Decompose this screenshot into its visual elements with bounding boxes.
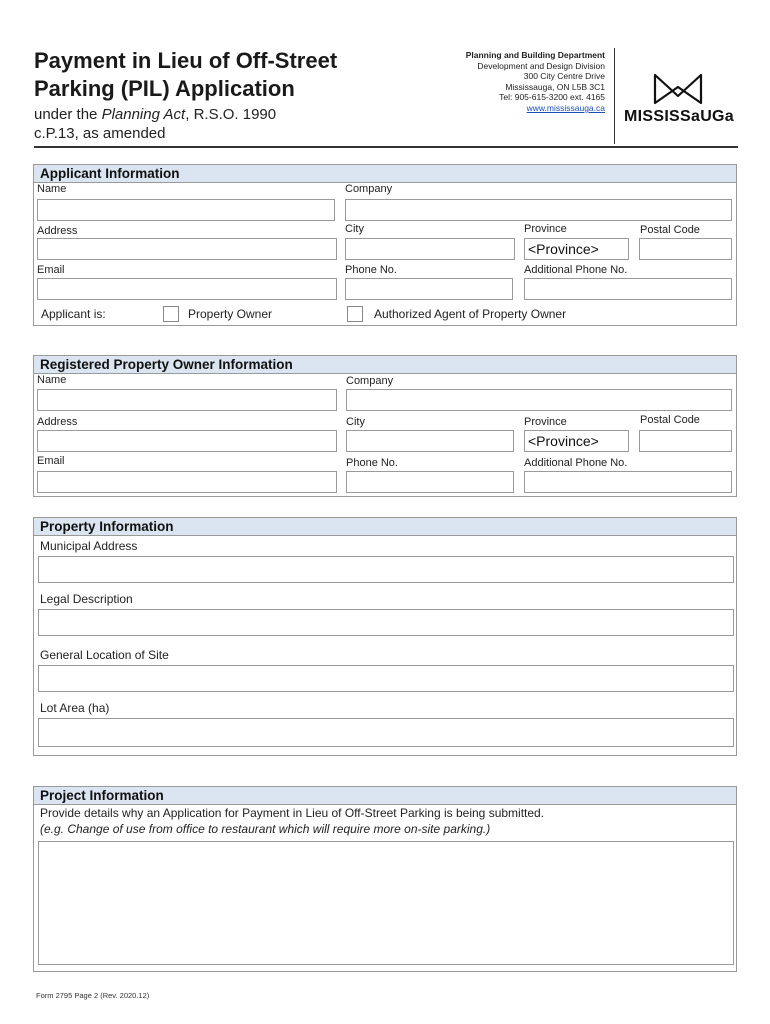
department-info	[405, 50, 605, 114]
form-footer: Form 2795 Page 2 (Rev. 2020.12)	[36, 991, 150, 1000]
property-owner-label: Property Owner	[188, 307, 273, 321]
owner-province-select[interactable]: <Province>	[524, 430, 629, 452]
owner-company-field[interactable]	[346, 389, 732, 411]
applicant-name-label: Name	[37, 183, 67, 195]
street-address: 300 City Centre Drive	[523, 71, 605, 82]
applicant-email-label: Email	[37, 264, 65, 276]
city-line: Mississauga, ON L5B 3C1	[505, 81, 605, 92]
mississauga-logo-icon	[652, 72, 704, 106]
owner-email-label: Email	[37, 455, 65, 467]
authorized-agent-checkbox[interactable]	[347, 306, 363, 322]
subtitle	[34, 105, 354, 143]
subtitle-italic: Planning Act	[101, 106, 186, 123]
title-line-1: Payment in Lieu of Off-Street	[34, 48, 338, 73]
project-heading: Project Information	[34, 787, 736, 805]
applicant-heading: Applicant Information	[34, 165, 736, 183]
header-divider	[614, 48, 615, 144]
owner-additional-phone-label: Additional Phone No.	[524, 457, 628, 469]
applicant-phone-field[interactable]	[345, 278, 513, 300]
owner-city-label: City	[346, 416, 365, 428]
project-example: (e.g. Change of use from office to restaurant which will require more on-site parking.)	[40, 822, 491, 836]
owner-email-field[interactable]	[37, 471, 337, 493]
general-location-label: General Location of Site	[40, 648, 169, 662]
subtitle-line-2: c.P.13, as amended	[34, 125, 166, 142]
owner-name-label: Name	[37, 374, 67, 386]
project-prompt: Provide details why an Application for Payment in Lieu of Off-Street Parking is being submitted.	[40, 806, 545, 820]
applicant-address-field[interactable]	[37, 238, 337, 260]
owner-phone-label: Phone No.	[346, 457, 398, 469]
property-section	[33, 517, 737, 756]
applicant-company-field[interactable]	[345, 199, 732, 221]
applicant-name-field[interactable]	[37, 199, 335, 221]
applicant-company-label: Company	[345, 183, 393, 195]
owner-phone-field[interactable]	[346, 471, 514, 493]
owner-additional-phone-field[interactable]	[524, 471, 732, 493]
applicant-city-label: City	[345, 223, 364, 235]
page-title	[34, 47, 414, 103]
municipal-address-field[interactable]	[38, 556, 734, 583]
lot-area-field[interactable]	[38, 718, 734, 747]
owner-section	[33, 355, 737, 497]
logo-wordmark: MISSISSaUGa	[624, 108, 735, 125]
division-name: Development and Design Division	[477, 60, 605, 71]
subtitle-post: , R.S.O. 1990	[185, 106, 277, 123]
subtitle-pre: under the	[34, 106, 102, 123]
legal-description-field[interactable]	[38, 609, 734, 636]
property-owner-checkbox[interactable]	[163, 306, 179, 322]
authorized-agent-label: Authorized Agent of Property Owner	[374, 307, 567, 321]
owner-address-field[interactable]	[37, 430, 337, 452]
applicant-postal-field[interactable]	[639, 238, 732, 260]
property-heading: Property Information	[34, 518, 736, 536]
title-line-2: Parking (PIL) Application	[34, 76, 295, 101]
applicant-province-select[interactable]: <Province>	[524, 238, 629, 260]
owner-name-field[interactable]	[37, 389, 337, 411]
applicant-additional-phone-label: Additional Phone No.	[524, 264, 628, 276]
applicant-email-field[interactable]	[37, 278, 337, 300]
legal-description-label: Legal Description	[40, 592, 133, 606]
owner-company-label: Company	[346, 375, 394, 387]
owner-province-label: Province	[524, 416, 567, 428]
applicant-section	[33, 164, 737, 326]
owner-address-label: Address	[37, 416, 78, 428]
website-link[interactable]: www.mississauga.ca	[526, 102, 605, 113]
municipal-address-label: Municipal Address	[40, 539, 138, 553]
project-section	[33, 786, 737, 972]
project-details-textarea[interactable]	[38, 841, 734, 965]
lot-area-label: Lot Area (ha)	[40, 701, 110, 715]
owner-heading: Registered Property Owner Information	[34, 356, 736, 374]
applicant-phone-label: Phone No.	[345, 264, 397, 276]
applicant-province-label: Province	[524, 223, 567, 235]
general-location-field[interactable]	[38, 665, 734, 692]
applicant-address-label: Address	[37, 225, 78, 237]
owner-city-field[interactable]	[346, 430, 514, 452]
department-name: Planning and Building Department	[465, 50, 605, 60]
applicant-additional-phone-field[interactable]	[524, 278, 732, 300]
applicant-postal-label: Postal Code	[640, 224, 700, 236]
applicant-is-label: Applicant is:	[41, 307, 106, 321]
owner-postal-label: Postal Code	[640, 414, 700, 426]
owner-postal-field[interactable]	[639, 430, 732, 452]
header-rule	[34, 146, 738, 148]
applicant-city-field[interactable]	[345, 238, 515, 260]
telephone: Tel: 905-615-3200 ext. 4165	[499, 92, 605, 103]
